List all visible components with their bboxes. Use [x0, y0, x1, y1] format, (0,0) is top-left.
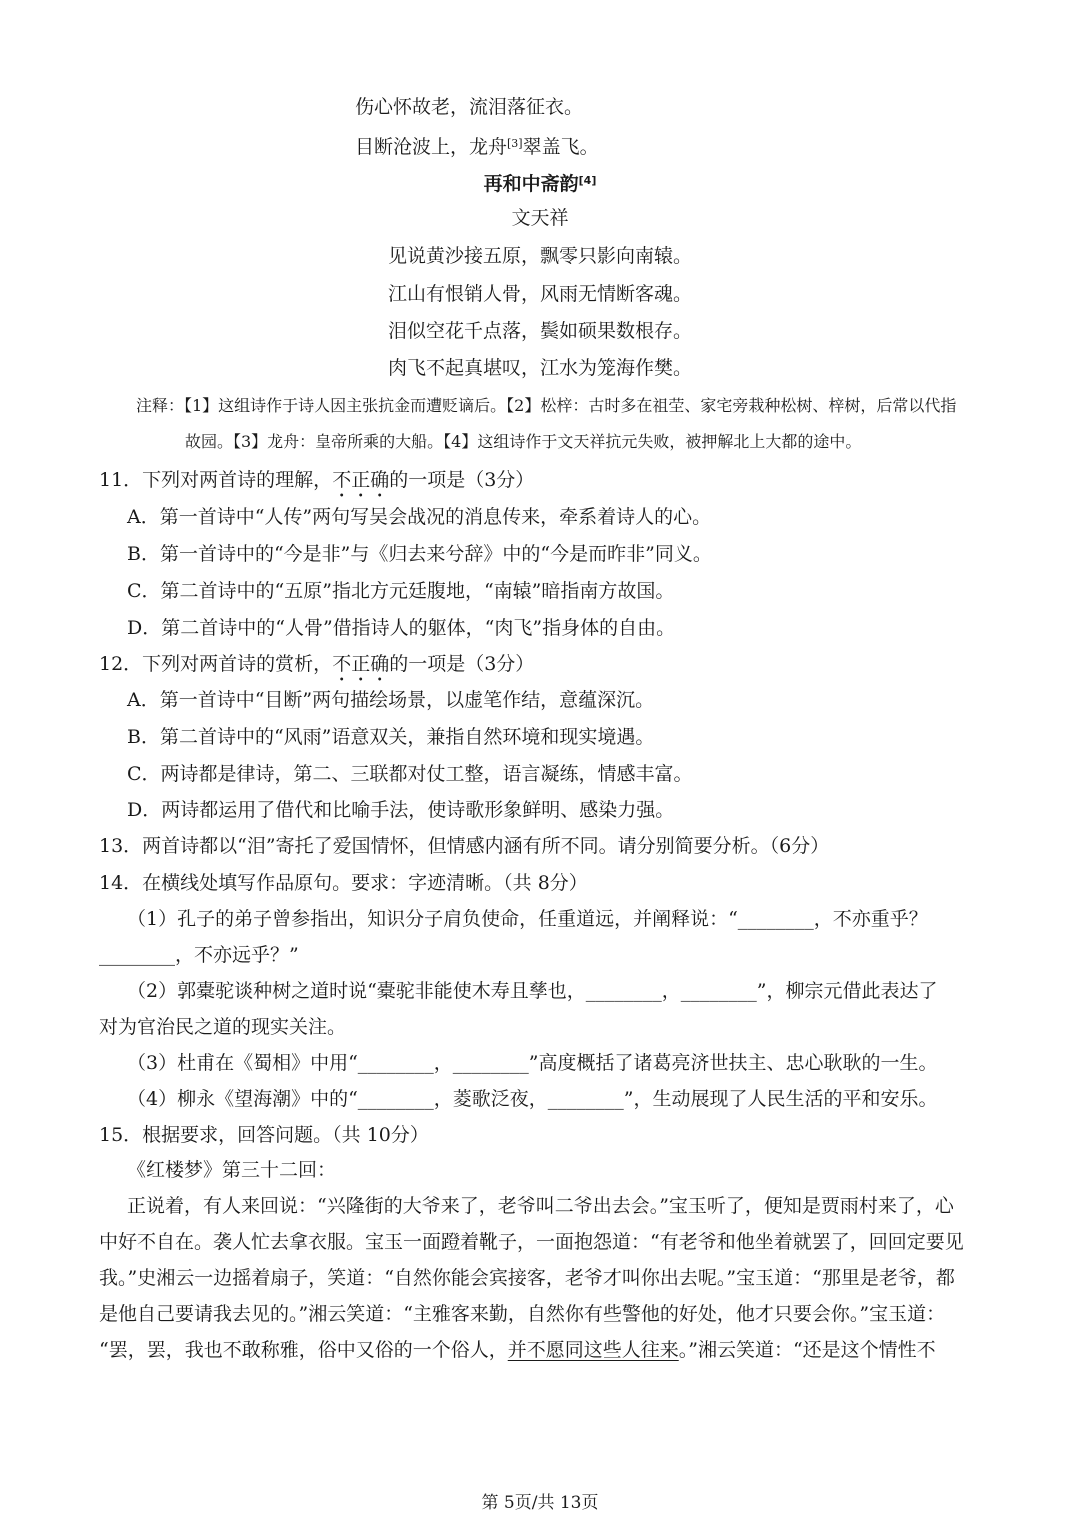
q12-stem-b: 的一项是（3分） [389, 653, 535, 675]
q12-option-b: B．第二首诗中的“风雨”语意双关，兼指自然环境和现实境遇。 [127, 726, 655, 748]
poem1-line-2 [355, 131, 599, 160]
q11-option-d: D．第二首诗中的“人骨”借指诗人的躯体，“肉飞”指身体的自由。 [127, 617, 676, 639]
notes-line-2: 故园。【3】龙舟：皇帝所乘的大船。【4】这组诗作于文天祥抗元失败，被押解北上大都的途中。 [185, 432, 862, 451]
q12-option-c: C．两诗都是律诗，第二、三联都对仗工整，语言凝练，情感丰富。 [127, 763, 693, 785]
poem2-title-text: 再和中斋韵 [483, 173, 579, 195]
q15-underlined-phrase: 并不愿同这些人往来 [507, 1339, 679, 1361]
page-number: 第 5页/共 13页 [481, 1493, 599, 1513]
note-mark-4: [4] [578, 174, 597, 187]
q11-option-a: A．第一首诗中“人传”两句写吴会战况的消息传来，牵系着诗人的心。 [127, 506, 712, 528]
q11-option-b: B．第一首诗中的“今是非”与《归去来兮辞》中的“今是而昨非”同义。 [127, 543, 712, 565]
q15-last-a: “罢，罢，我也不敢称雅，俗中又俗的一个俗人， [99, 1339, 508, 1361]
q15-stem: 15．根据要求，回答问题。（共 10分） [99, 1124, 429, 1146]
poem1-line-2-text: 目断沧波上，龙舟 [355, 136, 508, 158]
q12-option-d: D．两诗都运用了借代和比喻手法，使诗歌形象鲜明、感染力强。 [127, 799, 675, 821]
poem1-line-2-end: 翠盖飞。 [522, 136, 599, 158]
q14-item-2-cont: 对为官治民之道的现实关注。 [99, 1016, 347, 1038]
poem2-line-2: 江山有恨销人骨，风雨无情断客魂。 [387, 283, 692, 305]
q12-option-a: A．第一首诗中“目断”两句描绘场景，以虚笔作结，意蕴深沉。 [127, 689, 655, 711]
q15-source: 《红楼梦》第三十二回： [127, 1159, 337, 1181]
q14-item-2: （2）郭橐驼谈种树之道时说“橐驼非能使木寿且孳也，________，________”，柳宗元借此表达了 [127, 980, 938, 1002]
q14-item-3: （3）杜甫在《蜀相》中用“________，________”高度概括了诸葛亮济世扶主、忠心耿耿的一生。 [127, 1052, 938, 1074]
q11-stem-b: 的一项是（3分） [389, 469, 535, 491]
q14-stem: 14．在横线处填写作品原句。要求：字迹清晰。（共 8分） [99, 872, 588, 894]
poem2-line-1: 见说黄沙接五原，飘零只影向南辕。 [387, 245, 692, 267]
q14-item-4: （4）柳永《望海潮》中的“________，菱歌泛夜，________”，生动展现了人民生活的平和安乐。 [127, 1088, 938, 1110]
poem2-line-4: 肉飞不起真堪叹，江水为笼海作樊。 [387, 357, 692, 379]
q14-item-1-cont: ________，不亦远乎？” [99, 944, 299, 966]
q11-option-c: C．第二首诗中的“五原”指北方元廷腹地，“南辕”暗指南方故国。 [127, 580, 675, 602]
q13-stem: 13．两首诗都以“泪”寄托了爱国情怀，但情感内涵有所不同。请分别简要分析。（6分） [99, 835, 830, 857]
poem2-title [0, 168, 1080, 197]
poem2-author: 文天祥 [511, 207, 569, 229]
poem2-line-3: 泪似空花千点落，鬓如硕果数根存。 [387, 320, 692, 342]
q15-para-line-2: 中好不自在。袭人忙去拿衣服。宝玉一面蹬着靴子，一面抱怨道：“有老爷和他坐着就罢了，回回定要见 [99, 1231, 964, 1253]
q15-para-line-5 [99, 1337, 936, 1363]
q12-stem [99, 651, 534, 686]
q15-para-line-3: 我。”史湘云一边摇着扇子，笑道：“自然你能会宾接客，老爷才叫你出去呢。”宝玉道：“那里是老爷，都 [99, 1267, 955, 1289]
note-mark-3: [3] [507, 137, 523, 150]
q12-stem-emphasis: 不正确 [332, 653, 390, 675]
notes-line-1: 注释：【1】这组诗作于诗人因主张抗金而遭贬谪后。【2】松梓：古时多在祖茔、家宅旁栽种松树、梓树，后常以代指 [136, 396, 957, 415]
q11-stem [99, 467, 534, 502]
poem1-line-1: 伤心怀故老，流泪落征衣。 [355, 96, 584, 118]
q15-para-line-4: 是他自己要请我去见的。”湘云笑道：“主雅客来勤，自然你有些警他的好处，他才只要会你。”宝玉道： [99, 1303, 946, 1325]
q11-stem-a: 11．下列对两首诗的理解， [99, 469, 333, 491]
q15-para-line-1: 正说着，有人来回说：“兴隆街的大爷来了，老爷叫二爷出去会。”宝玉听了，便知是贾雨村来了，心 [127, 1195, 954, 1217]
q12-stem-a: 12．下列对两首诗的赏析， [99, 653, 333, 675]
q11-stem-emphasis: 不正确 [332, 469, 390, 491]
q14-item-1: （1）孔子的弟子曾参指出，知识分子肩负使命，任重道远，并阐释说：“________，不亦重乎？ [127, 908, 928, 930]
q15-last-b: 。”湘云笑道：“还是这个情性不 [678, 1339, 936, 1361]
